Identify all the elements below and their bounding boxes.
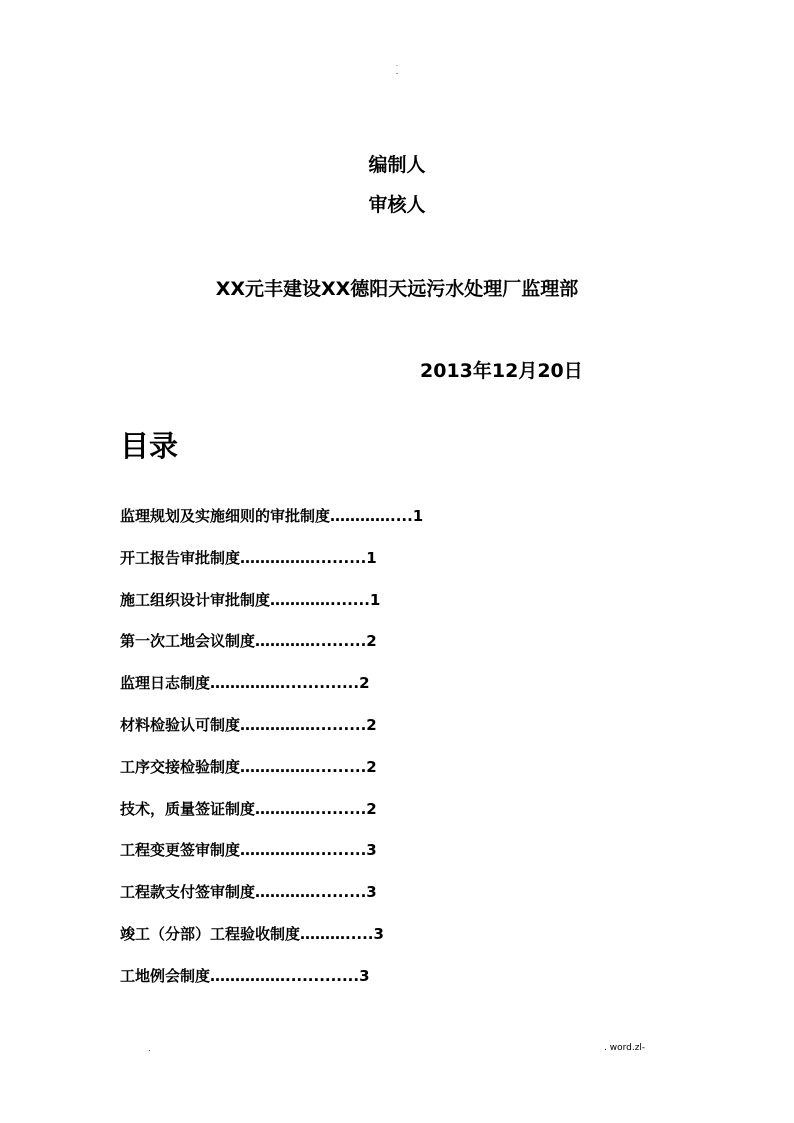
toc-entry[interactable]: 工程款支付签审制度………….........3 xyxy=(120,883,377,902)
toc-entry[interactable]: 工地例会制度…………….............3 xyxy=(120,966,370,985)
toc-entry[interactable]: 第一次工地会议制度………….........2 xyxy=(120,632,377,651)
table-of-contents xyxy=(120,506,423,1008)
header-mark-dot: . xyxy=(396,61,398,68)
toc-entry[interactable]: 技术，质量签证制度………….........2 xyxy=(120,799,377,818)
toc-entry[interactable]: 工序交接检验制度…………….........2 xyxy=(120,757,377,776)
toc-entry[interactable]: 监理规划及实施细则的审批制度…………....1 xyxy=(120,507,424,525)
organization-name: XX元丰建设XX德阳天远污水处理厂监理部 xyxy=(215,278,579,300)
header-mark-dash: - xyxy=(396,70,399,77)
toc-entry[interactable]: 监理日志制度…………….............2 xyxy=(120,674,370,693)
toc-entry[interactable]: 工程变更签审制度…………….........3 xyxy=(120,841,377,860)
toc-entry[interactable]: 施工组织设计审批制度………….......1 xyxy=(120,590,381,609)
toc-title: 目录 xyxy=(120,429,179,463)
prepared-by-label: 编制人 xyxy=(368,154,426,176)
footer-watermark: . word.zl- xyxy=(604,1043,646,1053)
toc-entry[interactable]: 开工报告审批制度…………….........1 xyxy=(120,548,377,567)
document-date: 2013年12月20日 xyxy=(420,360,583,382)
footer-left-mark: . xyxy=(148,1044,151,1053)
reviewed-by-label: 审核人 xyxy=(368,194,426,216)
toc-entry[interactable]: 材料检验认可制度…………….........2 xyxy=(120,715,377,734)
toc-entry[interactable]: 竣工（分部）工程验收制度……….....3 xyxy=(120,924,384,943)
